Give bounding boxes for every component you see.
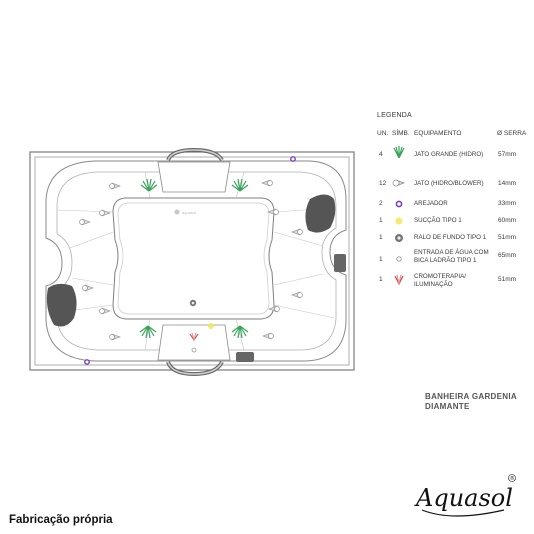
suction-marker: [208, 323, 214, 329]
jet-large-icon: [392, 146, 406, 160]
chromotherapy-icon: [392, 273, 406, 287]
legend-header-size: Ø SERRA: [497, 130, 527, 137]
legend-size: 51mm: [498, 234, 517, 241]
bottom-control-panel: [236, 352, 254, 362]
legend-row: [0, 148, 534, 168]
legend-row: [0, 177, 534, 197]
legend-qty: 1: [379, 256, 383, 263]
legend-equipment: JATO GRANDE (HIDRO): [414, 151, 484, 158]
legend-size: 60mm: [498, 217, 517, 224]
drain-icon: [392, 231, 406, 245]
legend-equipment: AREJADOR: [414, 200, 448, 207]
legend-header-symbol: SÍMB.: [392, 130, 410, 137]
legend-qty: 1: [379, 217, 383, 224]
aerator-marker: [85, 360, 89, 364]
legend-equipment: ENTRADA DE ÁGUA COM BICA LADRÃO TIPO 1: [414, 249, 489, 264]
water-inlet-marker: [192, 348, 196, 352]
legend-qty: 4: [379, 151, 383, 158]
legend-size: 33mm: [498, 200, 517, 207]
legend-row: [0, 249, 534, 269]
legend-size: 51mm: [498, 276, 517, 283]
legend-equipment: SUCÇÃO TIPO 1: [414, 217, 462, 224]
model-name-line2: DIAMANTE: [425, 402, 470, 411]
legend-size: 14mm: [498, 180, 517, 187]
legend-qty: 1: [379, 276, 383, 283]
legend-equipment: CROMOTERAPIA/ ILUMINAÇÃO: [414, 273, 466, 288]
jet-small-icon: [392, 176, 406, 190]
legend-row: [0, 231, 534, 251]
brand-logo: [412, 470, 522, 525]
legend-equipment: RALO DE FUNDO TIPO 1: [414, 234, 487, 241]
brand-logo-text: Aquasol: [416, 484, 513, 512]
legend-qty: 12: [379, 180, 387, 187]
brand-registered: ®: [509, 476, 515, 482]
legend-qty: 2: [379, 200, 383, 207]
legend-row: [0, 273, 534, 293]
model-name-line1: BANHEIRA GARDENIA: [425, 392, 517, 401]
aerator-icon: [392, 197, 406, 211]
legend-qty: 1: [379, 234, 383, 241]
tub-logo-text: aquasol: [182, 210, 197, 215]
drain-marker: [190, 300, 196, 306]
legend-size: 65mm: [498, 252, 517, 259]
legend-header-qty: UN.: [377, 130, 389, 137]
legend-equipment: JATO (HIDRO/BLOWER): [414, 180, 484, 187]
legend-header-equipment: EQUIPAMENTO: [414, 130, 462, 137]
legend-title: LEGENDA: [377, 112, 412, 119]
legend-size: 57mm: [498, 151, 517, 158]
water-inlet-icon: [392, 252, 406, 266]
model-name: [425, 392, 517, 412]
bottom-backrest: [158, 325, 230, 360]
footer-text: Fabricação própria: [9, 514, 113, 526]
suction-icon: [392, 214, 406, 228]
